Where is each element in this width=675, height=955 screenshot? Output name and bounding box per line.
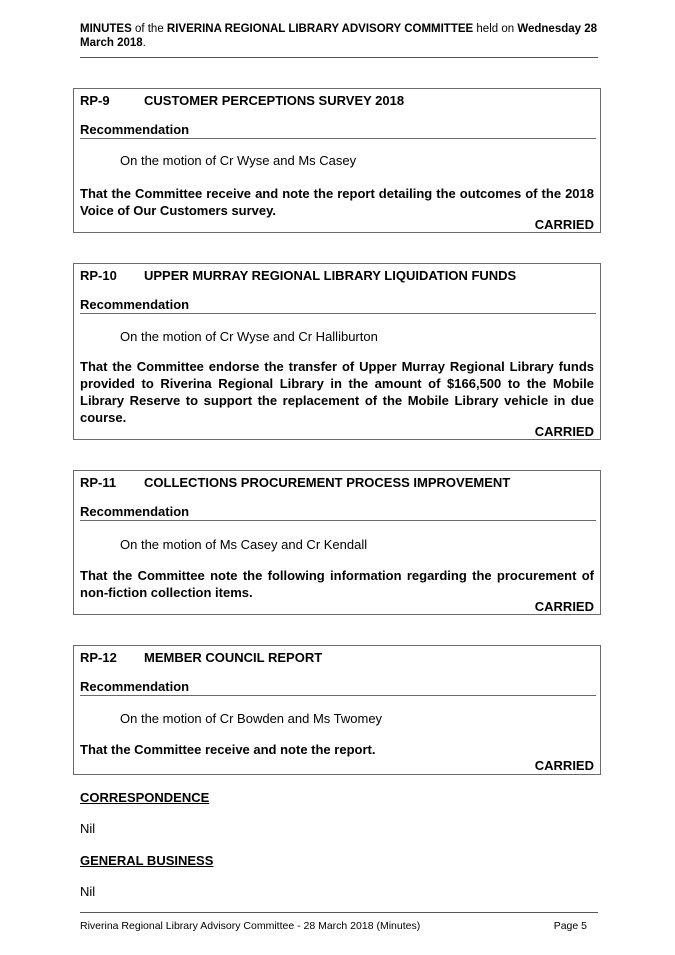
recommendation-label: Recommendation (80, 122, 190, 137)
item-box-rp-11 (73, 470, 601, 615)
recommendation-label: Recommendation (80, 297, 190, 312)
item-title (80, 268, 516, 283)
correspondence-heading: CORRESPONDENCE (80, 790, 210, 805)
recommendation-label: Recommendation (80, 504, 190, 519)
page-header (80, 22, 598, 50)
item-title-text: UPPER MURRAY REGIONAL LIBRARY LIQUIDATION FUNDS (144, 268, 517, 283)
footer-page-number: Page 5 (553, 920, 587, 932)
item-title (80, 475, 510, 490)
footer-document-title: Riverina Regional Library Advisory Committee - 28 March 2018 (Minutes) (80, 920, 421, 932)
recommendation-divider (80, 695, 596, 696)
item-box-rp-9 (73, 88, 601, 233)
carried-status: CARRIED (534, 424, 594, 439)
recommendation-divider (80, 138, 596, 139)
resolution-text: That the Committee receive and note the report detailing the outcomes of the 2018 Voice of Our Customers survey. (80, 186, 594, 218)
recommendation-divider (80, 313, 596, 314)
resolution-text: That the Committee note the following information regarding the procurement of non-fiction collection items. (80, 568, 594, 600)
motion-text: On the motion of Cr Wyse and Ms Casey (120, 153, 357, 168)
item-code: RP-11 (80, 475, 117, 490)
motion-text: On the motion of Cr Wyse and Cr Halliburton (120, 329, 378, 344)
header-divider (80, 57, 598, 58)
header-minutes: MINUTES (80, 23, 132, 35)
recommendation-label: Recommendation (80, 679, 190, 694)
correspondence-text: Nil (80, 821, 96, 836)
header-held-on: held on (473, 23, 518, 35)
item-code: RP-10 (80, 268, 117, 283)
item-box-rp-12 (73, 645, 601, 775)
header-period: . (142, 37, 146, 49)
general-business-heading: GENERAL BUSINESS (80, 853, 214, 868)
general-business-text: Nil (80, 884, 96, 899)
item-title (80, 93, 404, 108)
item-box-rp-10 (73, 263, 601, 440)
item-title-text: COLLECTIONS PROCUREMENT PROCESS IMPROVEMENT (144, 475, 511, 490)
carried-status: CARRIED (534, 217, 594, 232)
carried-status: CARRIED (534, 758, 594, 773)
carried-status: CARRIED (534, 599, 594, 614)
item-title (80, 650, 322, 665)
item-code: RP-9 (80, 93, 110, 108)
header-of: of the (131, 23, 167, 35)
header-date: Wednesday 28 March 2018 (80, 23, 598, 49)
motion-text: On the motion of Cr Bowden and Ms Twomey (120, 711, 383, 726)
header-committee: RIVERINA REGIONAL LIBRARY ADVISORY COMMITTEE (166, 23, 474, 35)
footer-divider (80, 912, 598, 913)
resolution-text: That the Committee endorse the transfer of Upper Murray Regional Library funds provided to Riverina Regional Library in the amount of $166,500 to the Mobile Library Reserve to support the replacement of the Mobile Library vehicle in due course. (80, 359, 594, 425)
recommendation-divider (80, 520, 596, 521)
item-title-text: CUSTOMER PERCEPTIONS SURVEY 2018 (144, 93, 405, 108)
resolution-text: That the Committee receive and note the report. (80, 742, 376, 757)
item-title-text: MEMBER COUNCIL REPORT (144, 650, 323, 665)
item-code: RP-12 (80, 650, 117, 665)
motion-text: On the motion of Ms Casey and Cr Kendall (120, 537, 368, 552)
